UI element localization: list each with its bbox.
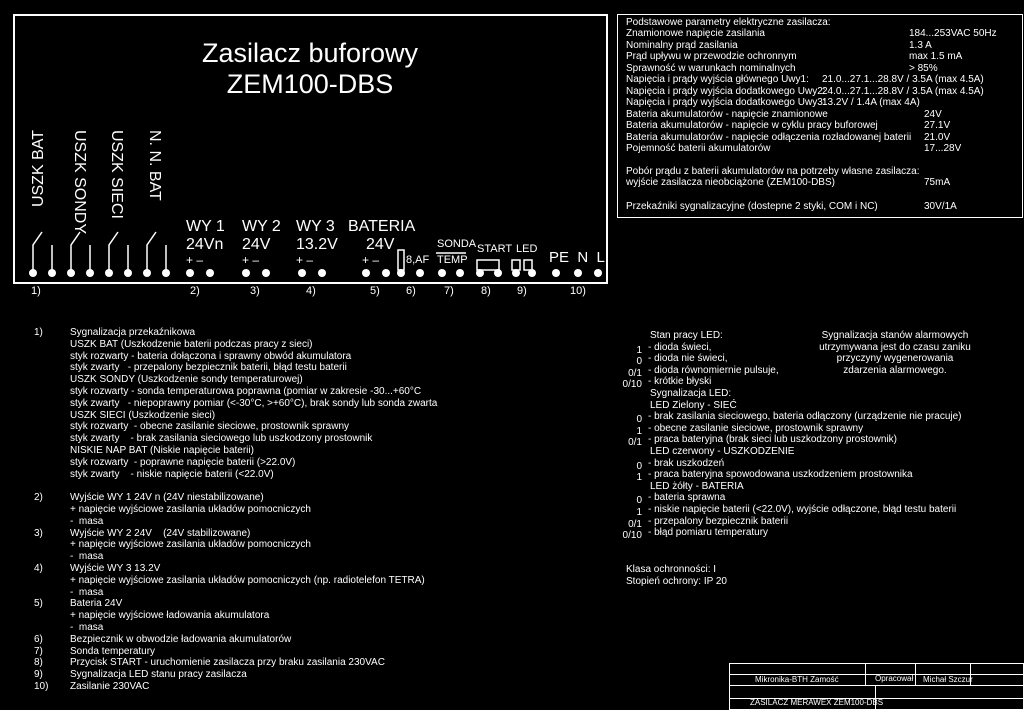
led-text: Stan pracy LED: [650,330,723,341]
led-text: - krótkie błyski [648,376,712,388]
led-row [612,481,1012,493]
param-value: 27.1V [924,120,951,131]
note-row [34,598,594,610]
note-number: 4) [34,563,43,574]
start-button-symbol [477,260,499,270]
note-text: Sonda temperatury [70,645,156,657]
note-row [34,516,594,528]
led-text: - bateria sprawna [648,492,726,504]
led-row [612,411,1012,426]
led-text: - praca bateryjna spowodowana uszkodzeniem prostownika [648,469,913,481]
param-row [626,86,1020,98]
param-row [626,74,1020,86]
terminal [438,269,446,277]
terminal [318,269,326,277]
note-number: 1) [34,327,43,338]
param-label: Bateria akumulatorów - napięcie odłączenia rozładowanej baterii [626,131,912,143]
param-label: Napięcia i prądy wyjścia dodatkowego Uwy3: [626,97,826,108]
note-row [34,445,594,457]
terminal-schematic [0,0,620,300]
output-wy2-voltage: 24V [242,236,271,253]
output-wy1-voltage: 24Vn [186,236,224,253]
note-row [34,551,594,563]
sonda-line-2: TEMP [437,254,468,266]
note-text: USZK SONDY (Uszkodzenie sondy temperaturowej) [70,374,303,386]
note-text: + napięcie wyjściowe zasilania układów pomocniczych [70,504,311,515]
note-number: 6) [34,633,43,645]
note-text: USZK BAT (Uszkodzenie baterii podczas pracy z sieci) [70,338,313,350]
note-text: - masa [70,551,104,563]
note-text: Wyjście WY 3 13.2V [70,563,161,574]
alarm-line-2: utrzymywana jest do czasu zaniku [819,341,971,353]
note-row [34,327,594,339]
terminal-number-9: 9) [517,285,527,297]
note-row [34,374,594,386]
note-text: styk zwarty - brak zasilania sieciowego lub uszkodzony prostownik [70,433,373,445]
terminal-number-7: 7) [444,285,454,297]
note-text: styk rozwarty - obecne zasilanie sieciowe, prostownik sprawny [70,421,349,433]
terminal-number-1: 1) [31,285,41,297]
led-text: LED żółty - BATERIA [650,480,744,492]
terminal-number-5: 5) [370,285,380,297]
led-row [612,527,1012,542]
note-row [34,634,594,646]
led-text: - przepalony bezpiecznik baterii [648,515,789,527]
relay-contact-3 [109,232,128,272]
led-row [612,400,1012,412]
params-box [617,14,1023,218]
terminal [162,269,170,277]
terminal [494,269,502,277]
note-row [34,575,594,587]
terminal-number-10: 10) [570,285,586,297]
param-value: 21.0V [924,131,951,143]
param-row [626,109,1020,121]
terminal-number-6: 6) [406,285,416,297]
led-text: - dioda świeci, [648,341,712,353]
relay-rating-value: 30V/1A [924,201,957,212]
note-text: Wyjście WY 2 24V (24V stabilizowane) [70,527,251,539]
params-heading: Podstawowe parametry elektryczne zasilacza: [626,17,831,28]
titleblock-author: Michał Szczur [923,675,973,684]
note-row [34,480,594,492]
note-row [34,646,594,658]
led-text: - błąd pomiaru temperatury [648,527,769,539]
led-row [612,423,1012,435]
led-row [612,446,1012,458]
terminal [512,269,520,277]
protection-line-2: Stopień ochrony: IP 20 [626,575,727,587]
led-row [612,388,1012,400]
param-label: Bateria akumulatorów - napięcie znamionowe [626,108,828,120]
note-row [34,398,594,410]
sonda-line-1: SONDA [437,238,477,250]
led-code: 0/1 [628,437,642,449]
start-label: START [477,243,513,255]
title-line-2: ZEM100-DBS [226,69,394,99]
param-row [626,51,1020,63]
note-text: Przycisk START - uruchomienie zasilacza przy braku zasilania 230VAC [70,657,385,669]
led-text: - praca bateryjna (brak sieci lub uszkodzony prostownik) [648,434,897,446]
note-text: Bezpiecznik w obwodzie ładowania akumulatorów [70,633,292,645]
note-number: 8) [34,657,43,669]
terminal [552,269,560,277]
note-row [34,657,594,669]
titleblock-company: Mikronika-BTH Zamość [755,675,839,684]
led-text: LED Zielony - SIEĆ [650,399,737,411]
terminal [362,269,370,277]
note-row [34,362,594,374]
relay-contact-2 [71,232,90,272]
param-label: Prąd upływu w przewodzie ochronnym [626,51,797,62]
param-row [626,28,1020,40]
led-text: - dioda nie świeci, [648,353,728,365]
terminal [456,269,464,277]
led-text: - brak zasilania sieciowego, bateria odłączony (urządzenie nie pracuje) [648,411,962,423]
note-text: Bateria 24V [70,598,123,610]
param-label: Nominalny prąd zasilania [626,39,738,51]
note-row [34,563,594,575]
param-row [626,40,1020,52]
relay-label-uszk-bat: USZK BAT [30,130,47,208]
terminal [124,269,132,277]
alarm-line-4: zdarzenia alarmowego. [843,364,947,376]
param-label: Napięcia i prądy wyjścia dodatkowego Uwy2: [626,85,826,97]
param-label: Napięcia i prądy wyjścia głównego Uwy1: [626,74,809,85]
output-bateria-polarity: + – [362,253,380,267]
terminal [29,269,37,277]
terminal [143,269,151,277]
note-number: 2) [34,492,43,504]
led-row [612,376,1012,391]
note-number: 7) [34,645,43,657]
led-text: Sygnalizacja LED: [650,388,732,399]
led-text: - brak uszkodzeń [648,457,725,469]
led-text: - dioda równomiernie pulsuje, [648,364,779,376]
alarm-note [790,330,1000,376]
terminal [298,269,306,277]
note-text: - masa [70,622,104,633]
output-wy3-name: WY 3 [296,218,335,235]
note-row [34,528,594,540]
param-value: 24V [924,108,942,120]
terminal [186,269,194,277]
led-row [612,469,1012,484]
note-text: Zasilanie 230VAC [70,681,150,692]
note-row [34,622,594,634]
led-text: - niskie napięcie baterii (<22.0V), wyjście odłączone, błąd testu baterii [648,504,957,515]
title-line-1: Zasilacz buforowy [201,38,419,68]
output-bateria-name: BATERIA [348,218,416,235]
titleblock-drawn: Opracował [875,674,914,683]
terminal [206,269,214,277]
note-row [34,421,594,433]
note-text: + napięcie wyjściowe zasilania układów pomocniczych [70,539,311,551]
note-number: 10) [34,681,49,692]
note-text: styk rozwarty - bateria dołączona i sprawny obwód akumulatora [70,350,352,362]
note-row [34,681,594,693]
note-text: styk zwarty - niepoprawny pomiar (<-30°C, >+60°C), brak sondy lub sonda zwarta [70,397,438,409]
note-row [34,504,594,516]
output-wy2-name: WY 2 [242,218,281,235]
note-row [34,457,594,469]
param-value: 184...253VAC 50Hz [909,28,997,39]
note-text: styk rozwarty - poprawne napięcie baterii (>22.0V) [70,456,296,468]
led-code: 0/1 [628,367,642,379]
output-wy1-name: WY 1 [186,218,225,235]
led-code: 1 [636,425,642,437]
output-bateria-voltage: 24V [366,236,395,253]
consumption-label: wyjście zasilacza nieobciążone (ZEM100-DBS) [626,177,835,188]
led-row [612,458,1012,470]
led-code: 1 [636,344,642,356]
relay-label-uszk-sondy: USZK SONDY [71,130,88,235]
param-value: 21.0...27.1...28.8V / 3.5A (max 4.5A) [822,74,984,85]
param-label: Bateria akumulatorów - napięcie w cyklu pracy buforowej [626,120,878,131]
terminal [86,269,94,277]
relay-contact-4 [147,232,166,272]
note-row [34,587,594,599]
title-block [729,663,1024,710]
led-label: LED [516,243,538,255]
fuse-symbol [398,250,404,270]
param-value: 24.0...27.1...28.8V / 3.5A (max 4.5A) [822,85,984,97]
terminal [48,269,56,277]
note-row [34,492,594,504]
relay-label-uszk-sieci: USZK SIECI [108,130,125,219]
terminal [242,269,250,277]
param-row [626,143,1020,155]
led-code: 0 [636,495,642,507]
terminal-number-4: 4) [306,285,316,297]
terminal [476,269,484,277]
note-text: + napięcie wyjściowe zasilania układów pomocniczych (np. radiotelefon TETRA) [70,574,425,586]
fuse-label: 8,AF [406,254,430,266]
terminal [528,269,536,277]
param-value: max 1.5 mA [909,51,963,62]
terminal [397,269,405,277]
param-row [626,97,1020,109]
terminal [382,269,390,277]
note-text: + napięcie wyjściowe ładowania akumulatora [70,610,270,622]
output-wy3-polarity: + – [296,253,314,267]
protection-class [626,564,727,587]
param-value: 1.3 A [909,39,932,51]
note-row [34,339,594,351]
led-code: 1 [636,507,642,518]
output-wy3-voltage: 13.2V [296,236,338,253]
note-row [34,469,594,481]
led-symbol-1 [512,260,520,270]
alarm-line-1: Sygnalizacja stanów alarmowych [821,330,969,341]
note-row [34,433,594,445]
output-wy1-polarity: + – [186,253,204,267]
titleblock-product: ZASILACZ MERAWEX ZEM100-DBS [750,698,884,707]
note-row [34,351,594,363]
note-text: - masa [70,515,104,527]
led-code: 0/10 [622,379,642,391]
output-wy2-polarity: + – [242,253,260,267]
note-text: - masa [70,586,104,598]
terminal-number-3: 3) [250,285,260,297]
note-text: Wyjście WY 1 24V n (24V niestabilizowane) [70,492,264,504]
led-code: 0 [636,356,642,368]
terminal [105,269,113,277]
note-row [34,539,594,551]
led-row [612,434,1012,449]
note-number: 9) [34,669,43,681]
note-text: styk rozwarty - sonda temperaturowa poprawna (pomiar w zakresie -30...+60°C [70,386,422,397]
led-row [612,492,1012,507]
relay-contact-1 [33,232,52,272]
note-row [34,669,594,681]
note-text: NISKIE NAP BAT (Niskie napięcie baterii) [70,445,254,456]
protection-line-1: Klasa ochronności: I [626,564,717,575]
led-code: 0/1 [628,518,642,530]
led-code: 0 [636,414,642,426]
led-code: 1 [636,472,642,484]
param-value: 17...28V [924,143,962,154]
param-row [626,63,1020,75]
led-code: 0/10 [622,530,642,542]
note-row [34,610,594,622]
consumption-heading: Pobór prądu z baterii akumulatorów na potrzeby własne zasilacza: [626,166,920,177]
note-text: styk zwarty - przepalony bezpiecznik baterii, błąd testu baterii [70,362,347,374]
note-text: Sygnalizacja przekaźnikowa [70,327,196,338]
terminal-number-8: 8) [481,285,491,297]
note-number: 5) [34,598,43,610]
relay-label-nn-bat: N. N. BAT [146,130,163,201]
note-number: 3) [34,527,43,539]
consumption-value: 75mA [924,177,951,188]
terminal [67,269,75,277]
param-label: Sprawność w warunkach nominalnych [626,62,796,74]
mains-label: PE N L [549,249,605,266]
led-text: - obecne zasilanie sieciowe, prostownik sprawny [648,422,864,434]
terminal [416,269,424,277]
led-code: 0 [636,460,642,472]
led-symbol-2 [524,260,532,270]
led-row [612,504,1012,516]
note-text: USZK SIECI (Uszkodzenie sieci) [70,409,216,421]
terminal [574,269,582,277]
terminal [594,269,602,277]
terminal [262,269,270,277]
terminal-number-2: 2) [190,285,200,297]
param-label: Znamionowe napięcie zasilania [626,28,765,39]
param-value: 13.2V / 1.4A (max 4A) [822,97,920,108]
param-row [626,132,1020,144]
led-text: LED czerwony - USZKODZENIE [650,446,795,457]
param-row [626,120,1020,132]
relay-rating-label: Przekaźniki sygnalizacyjne (dostepne 2 styki, COM i NC) [626,201,878,212]
note-text: styk zwarty - niskie napięcie baterii (<22.0V) [70,468,274,480]
param-label: Pojemność baterii akumulatorów [626,143,771,154]
note-row [34,410,594,422]
note-row [34,386,594,398]
led-row [612,516,1012,528]
note-text: Sygnalizacja LED stanu pracy zasilacza [70,669,247,681]
param-value: > 85% [909,62,938,74]
alarm-line-3: przyczyny wygenerowania [836,353,954,364]
